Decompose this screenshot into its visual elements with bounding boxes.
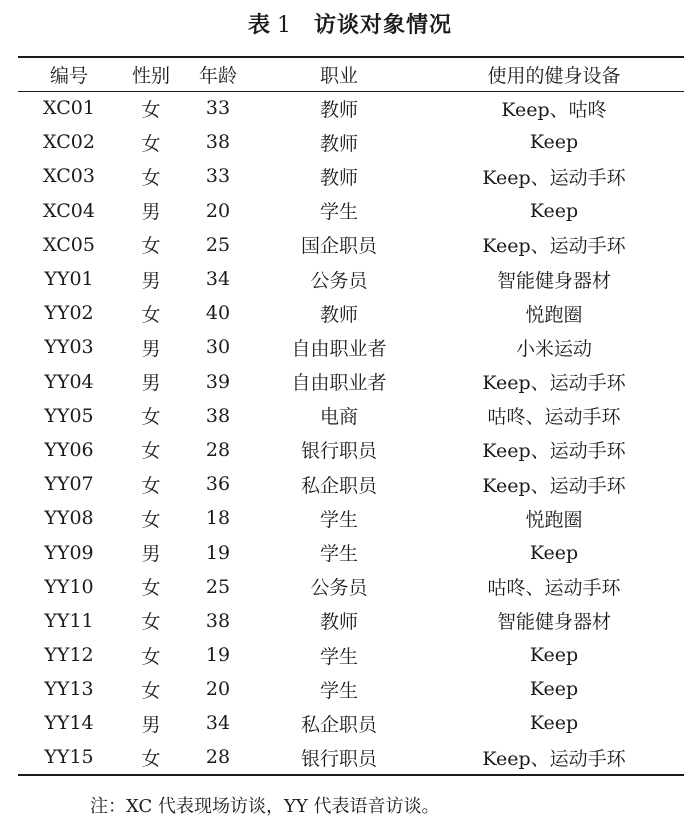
cell-age: 36 xyxy=(205,473,231,496)
cell-id: YY15 xyxy=(18,741,120,775)
cell-age: 30 xyxy=(205,336,231,359)
cell-devices: 咕咚、运动手环 xyxy=(487,406,621,429)
cell-age: 38 xyxy=(205,404,231,427)
cell-gender: 女 xyxy=(141,645,161,668)
cell-devices: Keep xyxy=(529,199,579,222)
cell-gender: 女 xyxy=(141,611,161,634)
cell-gender: 男 xyxy=(141,337,161,360)
cell-devices: 小米运动 xyxy=(515,337,592,360)
cell-devices: Keep、运动手环 xyxy=(482,372,626,395)
cell-occupation: 公务员 xyxy=(310,577,368,600)
cell-id: YY06 xyxy=(44,438,94,461)
cell-gender: 女 xyxy=(141,577,161,600)
table-note: 注：XC 代表现场访谈，YY 代表语音访谈。 xyxy=(90,796,440,817)
cell-devices: Keep xyxy=(529,541,579,564)
cell-gender: 男 xyxy=(141,201,161,224)
table-row xyxy=(18,706,684,740)
table-row xyxy=(18,399,684,433)
cell-occupation: 自由职业者 xyxy=(291,372,387,395)
cell-age: 38 xyxy=(205,609,231,632)
cell-age: 40 xyxy=(205,302,231,325)
cell-age: 25 xyxy=(205,233,231,256)
cell-devices: 悦跑圈 xyxy=(525,303,583,326)
table-row xyxy=(18,672,684,706)
cell-occupation: 学生 xyxy=(319,543,358,566)
cell-devices: Keep、运动手环 xyxy=(482,235,626,258)
cell-age: 19 xyxy=(205,541,231,564)
cell-age: 38 xyxy=(205,131,231,154)
cell-id: XC03 xyxy=(43,165,95,188)
table-row xyxy=(18,228,684,262)
cell-id: XC04 xyxy=(43,199,95,222)
cell-devices: 悦跑圈 xyxy=(525,508,583,531)
cell-devices: Keep、咕咚 xyxy=(501,98,607,121)
cell-gender: 女 xyxy=(141,406,161,429)
cell-occupation: 教师 xyxy=(319,166,358,189)
cell-id: YY07 xyxy=(44,473,94,496)
cell-gender: 女 xyxy=(141,235,161,258)
cell-gender: 女 xyxy=(141,440,161,463)
cell-occupation: 银行职员 xyxy=(300,440,377,463)
cell-id: YY01 xyxy=(44,268,94,291)
cell-gender: 男 xyxy=(141,269,161,292)
cell-age: 28 xyxy=(182,741,254,775)
cell-id: XC05 xyxy=(43,233,95,256)
header-gender: 性别 xyxy=(120,57,182,91)
cell-devices: 咕咚、运动手环 xyxy=(487,577,621,600)
cell-occupation: 学生 xyxy=(319,201,358,224)
cell-devices: Keep、运动手环 xyxy=(482,166,626,189)
cell-age: 19 xyxy=(205,644,231,667)
cell-age: 33 xyxy=(205,97,231,120)
table-row xyxy=(18,501,684,535)
cell-devices: Keep、运动手环 xyxy=(482,474,626,497)
header-occupation: 职业 xyxy=(254,57,424,91)
cell-devices: Keep xyxy=(529,131,579,154)
table-title-text: 访谈对象情况 xyxy=(314,12,453,38)
cell-occupation: 教师 xyxy=(319,611,358,634)
cell-age: 28 xyxy=(205,438,231,461)
cell-devices: Keep、运动手环 xyxy=(424,741,684,775)
cell-gender: 男 xyxy=(141,372,161,395)
table-row xyxy=(18,365,684,399)
table-row xyxy=(18,604,684,638)
table-row xyxy=(18,638,684,672)
table-title xyxy=(0,8,700,39)
cell-occupation: 银行职员 xyxy=(254,741,424,775)
table-row xyxy=(18,159,684,193)
cell-id: XC02 xyxy=(43,131,95,154)
cell-age: 18 xyxy=(205,507,231,530)
table-row xyxy=(18,194,684,228)
cell-occupation: 学生 xyxy=(319,508,358,531)
table-row xyxy=(18,262,684,296)
cell-gender: 女 xyxy=(141,166,161,189)
cell-occupation: 学生 xyxy=(319,645,358,668)
table-row xyxy=(18,467,684,501)
cell-id: YY09 xyxy=(44,541,94,564)
cell-gender: 女 xyxy=(141,508,161,531)
table-title-label: 表 xyxy=(247,12,271,38)
table-row xyxy=(18,296,684,330)
header-row xyxy=(18,57,684,91)
cell-gender: 女 xyxy=(141,98,161,121)
cell-id: YY05 xyxy=(44,404,94,427)
cell-id: XC01 xyxy=(43,97,95,120)
cell-occupation: 自由职业者 xyxy=(291,337,387,360)
cell-devices: Keep xyxy=(529,712,579,735)
cell-gender: 女 xyxy=(141,474,161,497)
cell-age: 33 xyxy=(205,165,231,188)
cell-devices: Keep xyxy=(529,644,579,667)
table-body xyxy=(18,91,684,775)
cell-id: YY12 xyxy=(44,644,94,667)
cell-id: YY14 xyxy=(44,712,94,735)
table-row xyxy=(18,741,684,775)
header-devices: 使用的健身设备 xyxy=(424,57,684,91)
cell-devices: 智能健身器材 xyxy=(496,269,611,292)
cell-devices: 智能健身器材 xyxy=(496,611,611,634)
cell-occupation: 私企职员 xyxy=(300,713,377,736)
table-row xyxy=(18,91,684,125)
cell-age: 25 xyxy=(205,575,231,598)
cell-age: 20 xyxy=(205,678,231,701)
cell-gender: 女 xyxy=(141,132,161,155)
cell-occupation: 学生 xyxy=(319,679,358,702)
cell-age: 20 xyxy=(205,199,231,222)
table-row xyxy=(18,330,684,364)
cell-occupation: 电商 xyxy=(319,406,358,429)
cell-id: YY10 xyxy=(44,575,94,598)
cell-gender: 女 xyxy=(120,741,182,775)
cell-id: YY04 xyxy=(44,370,94,393)
cell-age: 34 xyxy=(205,712,231,735)
cell-id: YY13 xyxy=(44,678,94,701)
interviewee-table xyxy=(18,56,684,776)
cell-occupation: 教师 xyxy=(319,98,358,121)
table-row xyxy=(18,535,684,569)
cell-id: YY11 xyxy=(44,609,94,632)
cell-devices: Keep xyxy=(529,678,579,701)
cell-occupation: 公务员 xyxy=(310,269,368,292)
cell-gender: 女 xyxy=(141,679,161,702)
cell-age: 34 xyxy=(205,268,231,291)
cell-occupation: 私企职员 xyxy=(300,474,377,497)
cell-id: YY03 xyxy=(44,336,94,359)
cell-devices: Keep、运动手环 xyxy=(482,440,626,463)
cell-occupation: 教师 xyxy=(319,132,358,155)
cell-id: YY08 xyxy=(44,507,94,530)
table-row xyxy=(18,125,684,159)
table-header xyxy=(18,57,684,91)
cell-occupation: 教师 xyxy=(319,303,358,326)
header-age: 年龄 xyxy=(182,57,254,91)
cell-age: 39 xyxy=(205,370,231,393)
table-row xyxy=(18,433,684,467)
cell-gender: 男 xyxy=(141,713,161,736)
table-row xyxy=(18,570,684,604)
cell-gender: 女 xyxy=(141,303,161,326)
cell-id: YY02 xyxy=(44,302,94,325)
header-id: 编号 xyxy=(18,57,120,91)
table-title-number: 1 xyxy=(277,13,292,38)
cell-gender: 男 xyxy=(141,543,161,566)
cell-occupation: 国企职员 xyxy=(300,235,377,258)
